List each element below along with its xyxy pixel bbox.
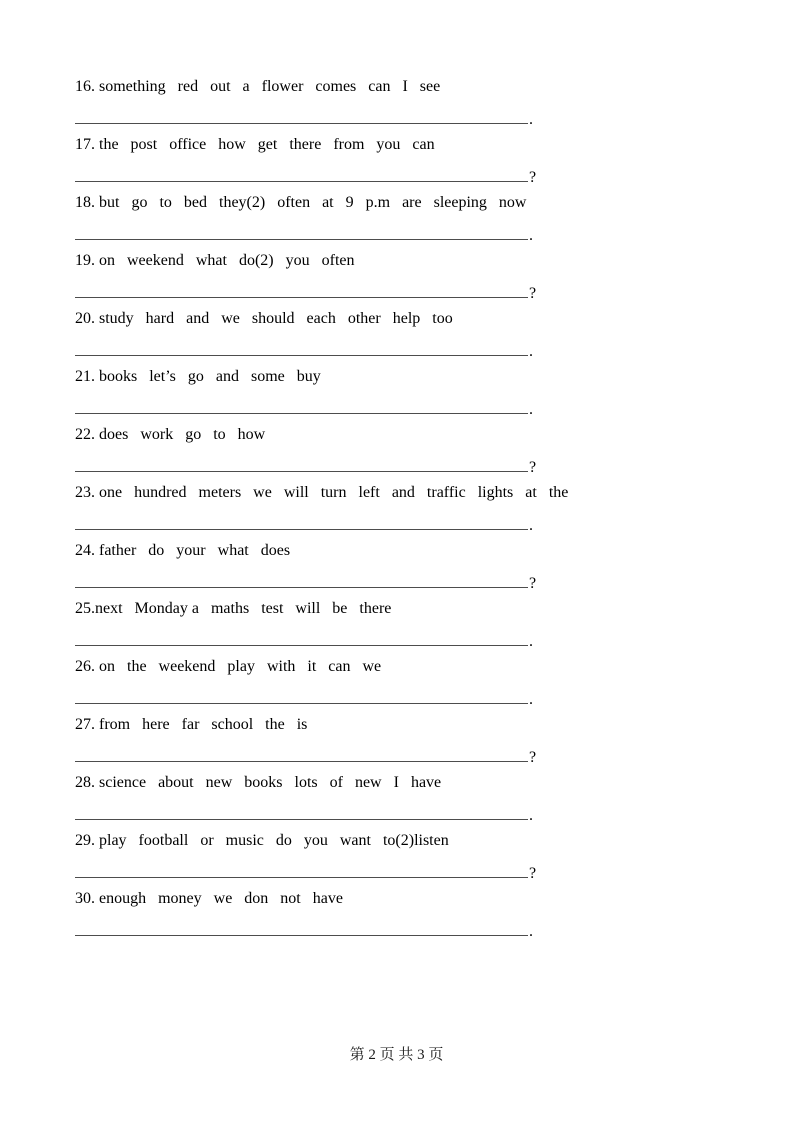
answer-blank-line	[75, 681, 528, 704]
answer-row	[75, 101, 755, 130]
answer-blank-line	[75, 391, 528, 414]
end-punctuation: ?	[529, 749, 537, 766]
exercise-item-27	[75, 710, 755, 768]
answer-blank-line	[75, 855, 528, 878]
answer-row	[75, 159, 755, 188]
answer-blank-line	[75, 275, 528, 298]
exercise-item-16	[75, 72, 755, 130]
exercise-item-23	[75, 478, 755, 536]
end-punctuation: .	[529, 691, 533, 708]
scrambled-words: 28. science about new books lots of new I have	[75, 774, 442, 791]
exercise-item-20	[75, 304, 755, 362]
answer-row	[75, 681, 755, 710]
answer-blank-line	[75, 101, 528, 124]
scrambled-words: 20. study hard and we should each other help too	[75, 310, 453, 327]
answer-blank-line	[75, 159, 528, 182]
scrambled-words: 26. on the weekend play with it can we	[75, 658, 382, 675]
scrambled-words: 18. but go to bed they(2) often at 9 p.m are sleeping now	[75, 194, 527, 211]
scrambled-words: 30. enough money we don not have	[75, 890, 343, 907]
answer-blank-line	[75, 507, 528, 530]
exercise-item-26	[75, 652, 755, 710]
answer-row	[75, 623, 755, 652]
answer-blank-line	[75, 623, 528, 646]
answer-row	[75, 565, 755, 594]
exercise-item-24	[75, 536, 755, 594]
exercise-item-30	[75, 884, 755, 942]
exercise-item-17	[75, 130, 755, 188]
answer-blank-line	[75, 449, 528, 472]
end-punctuation: .	[529, 923, 533, 940]
exercise-item-29	[75, 826, 755, 884]
exercise-item-18	[75, 188, 755, 246]
end-punctuation: .	[529, 343, 533, 360]
answer-row	[75, 913, 755, 942]
scrambled-words: 27. from here far school the is	[75, 716, 308, 733]
scrambled-words: 24. father do your what does	[75, 542, 291, 559]
answer-row	[75, 797, 755, 826]
exercise-item-25	[75, 594, 755, 652]
scrambled-words: 22. does work go to how	[75, 426, 266, 443]
scrambled-words: 29. play football or music do you want to(2)listen	[75, 832, 449, 849]
end-punctuation: .	[529, 807, 533, 824]
answer-blank-line	[75, 333, 528, 356]
answer-blank-line	[75, 739, 528, 762]
answer-blank-line	[75, 913, 528, 936]
scrambled-words: 19. on weekend what do(2) you often	[75, 252, 355, 269]
answer-row	[75, 449, 755, 478]
answer-row	[75, 507, 755, 536]
end-punctuation: ?	[529, 169, 537, 186]
scrambled-words: 23. one hundred meters we will turn left and traffic lights at the	[75, 484, 569, 501]
answer-blank-line	[75, 217, 528, 240]
end-punctuation: .	[529, 111, 533, 128]
scrambled-words: 16. something red out a flower comes can I see	[75, 78, 441, 95]
exercise-item-28	[75, 768, 755, 826]
answer-row	[75, 855, 755, 884]
answer-row	[75, 333, 755, 362]
exercise-list	[75, 72, 755, 942]
scrambled-words: 25.next Monday a maths test will be there	[75, 600, 392, 617]
end-punctuation: ?	[529, 865, 537, 882]
answer-row	[75, 217, 755, 246]
page-number-footer: 第 2 页 共 3 页	[349, 1047, 444, 1063]
answer-row	[75, 275, 755, 304]
end-punctuation: .	[529, 401, 533, 418]
exercise-item-19	[75, 246, 755, 304]
end-punctuation: .	[529, 227, 533, 244]
end-punctuation: .	[529, 633, 533, 650]
answer-blank-line	[75, 565, 528, 588]
answer-blank-line	[75, 797, 528, 820]
answer-row	[75, 391, 755, 420]
exercise-item-21	[75, 362, 755, 420]
end-punctuation: ?	[529, 575, 537, 592]
end-punctuation: .	[529, 517, 533, 534]
exercise-item-22	[75, 420, 755, 478]
answer-row	[75, 739, 755, 768]
scrambled-words: 17. the post office how get there from you can	[75, 136, 435, 153]
scrambled-words: 21. books let’s go and some buy	[75, 368, 321, 385]
end-punctuation: ?	[529, 285, 537, 302]
end-punctuation: ?	[529, 459, 537, 476]
